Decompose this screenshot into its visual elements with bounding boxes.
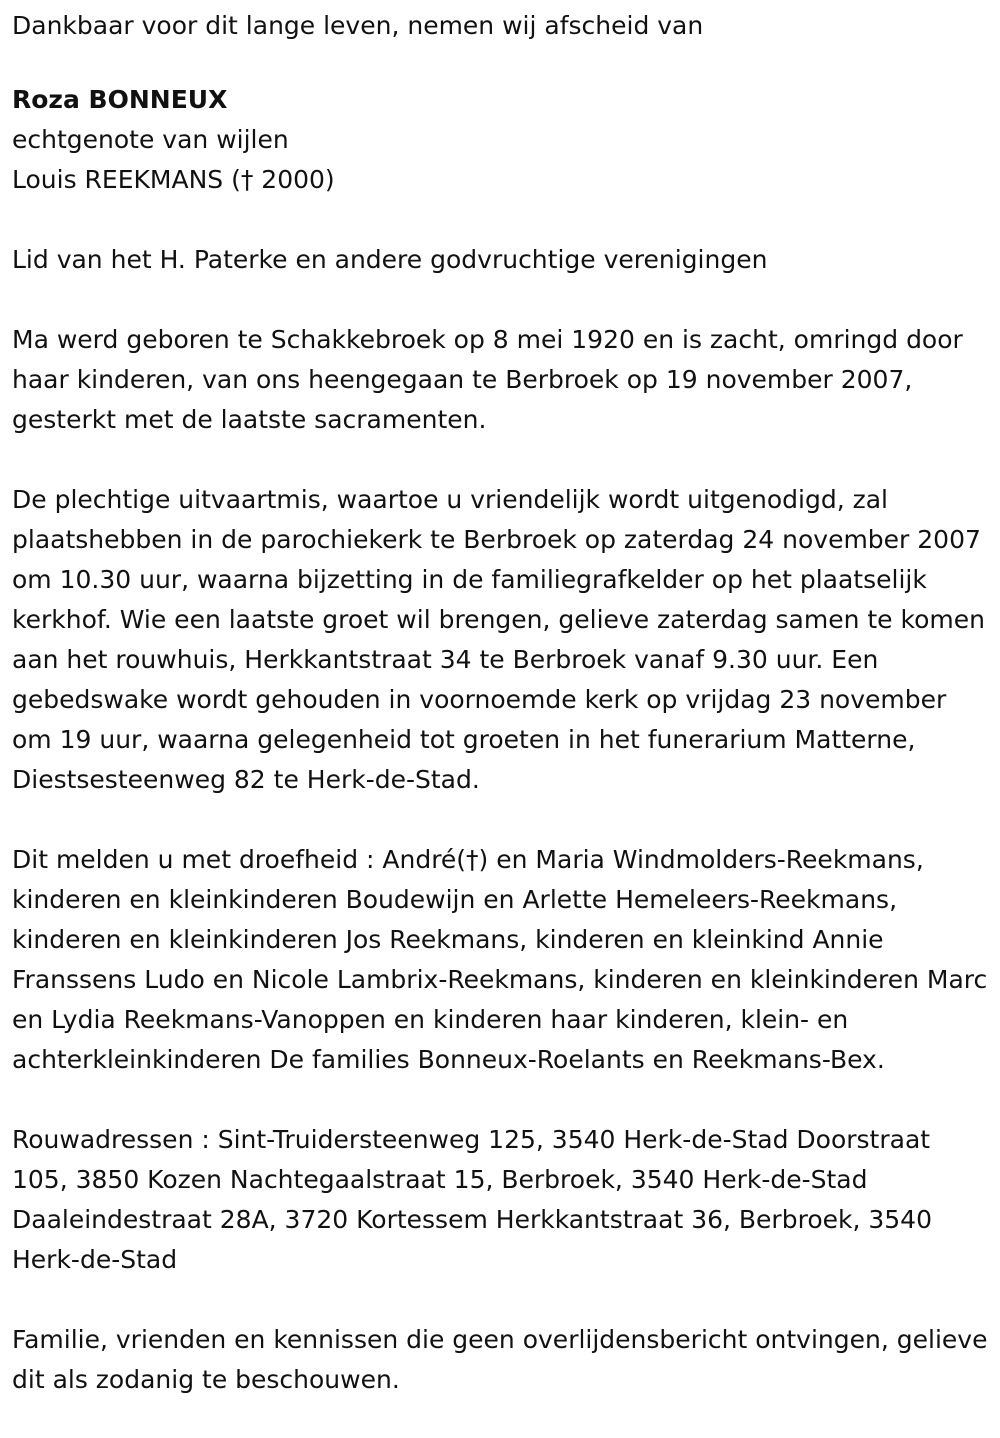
addresses-paragraph: Rouwadressen : Sint-Truidersteenweg 125, 3540 Herk-de-Stad Doorstraat 105, 3850 Kozen Nachtegaalstraat 15, Berbroek, 3540 Herk-de-Stad Daaleindestraat 28A, 3720 Kortessem Herkkantstraat 36, Berbroek, 3540 Herk-de-Stad — [12, 1125, 932, 1274]
relation-text: echtgenote van wijlen — [12, 125, 289, 154]
spacer — [12, 440, 988, 480]
deceased-name: Roza BONNEUX — [12, 85, 228, 114]
family-paragraph: Dit melden u met droefheid : André(†) en Maria Windmolders-Reekmans, kinderen en kleinkinderen Boudewijn en Arlette Hemeleers-Reekmans, kinderen en kleinkinderen Jos Reekmans, kinderen en kleinkind Annie Franssens Ludo en Nicole Lambrix-Reekmans, kinderen en kleinkinderen Marc en Lydia Reekmans-Vanoppen en kinderen haar kinderen, klein- en achterkleinkinderen De families Bonneux-Roelants en Reekmans-Bex. — [12, 845, 988, 1074]
spouse-text: Louis REEKMANS († 2000) — [12, 165, 335, 194]
spacer — [12, 800, 988, 840]
spacer — [12, 200, 988, 240]
spacer — [12, 1080, 988, 1120]
spacer — [12, 280, 988, 320]
intro-text: Dankbaar voor dit lange leven, nemen wij afscheid van — [12, 11, 704, 40]
birth-death-paragraph: Ma werd geboren te Schakkebroek op 8 mei 1920 en is zacht, omringd door haar kinderen, van ons heengegaan te Berbroek op 19 november 2007, gesterkt met de laatste sacramenten. — [12, 325, 963, 434]
funeral-paragraph: De plechtige uitvaartmis, waartoe u vriendelijk wordt uitgenodigd, zal plaatshebben in de parochiekerk te Berbroek op zaterdag 24 november 2007 om 10.30 uur, waarna bijzetting in de familiegrafkelder op het plaatselijk kerkhof. Wie een laatste groet wil brengen, gelieve zaterdag samen te komen aan het rouwhuis, Herkkantstraat 34 te Berbroek vanaf 9.30 uur. Een gebedswake wordt gehouden in voornoemde kerk op vrijdag 23 november om 19 uur, waarna gelegenheid tot groeten in het funerarium Matterne, Diestsesteenweg 82 te Herk-de-Stad. — [12, 485, 985, 794]
spacer — [12, 1280, 988, 1320]
closing-paragraph: Familie, vrienden en kennissen die geen overlijdensbericht ontvingen, gelieve dit als zodanig te beschouwen. — [12, 1325, 988, 1394]
membership-text: Lid van het H. Paterke en andere godvruchtige verenigingen — [12, 245, 768, 274]
